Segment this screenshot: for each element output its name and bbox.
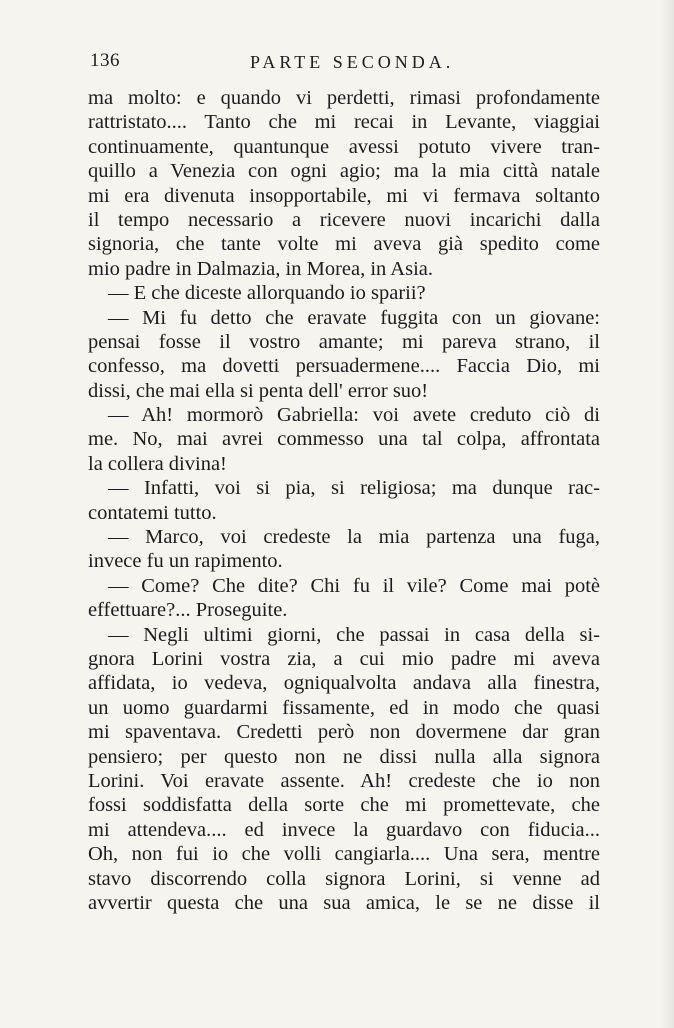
text-line: ma molto: e quando vi perdetti, rimasi profondamente (88, 87, 600, 109)
text-line: — Ah! mormorò Gabriella: voi avete creduto ciò di (108, 404, 600, 427)
text-line: — Mi fu detto che eravate fuggita con un giovane: (108, 306, 600, 329)
text-line: — Marco, voi credeste la mia partenza una fuga, (108, 526, 600, 549)
running-head: PARTE SECONDA. (250, 52, 455, 72)
text-line: avvertir questa che una sua amica, le se ne disse il (88, 891, 600, 914)
text-line: signoria, che tante volte mi aveva già spedito come (88, 233, 600, 256)
text-line: dissi, che mai ella si penta dell' error suo! (88, 379, 429, 402)
text-line: mi era divenuta insopportabile, mi vi fermava soltanto (88, 184, 600, 207)
text-line: pensiero; per questo non ne dissi nulla alla signora (88, 745, 600, 768)
text-line: Oh, non fui io che volli cangiarla.... Una sera, mentre (88, 843, 600, 866)
text-line: il tempo necessario a ricevere nuovi incarichi dalla (88, 208, 600, 231)
text-line: — Negli ultimi giorni, che passai in casa della si- (108, 623, 600, 646)
text-line: me. No, mai avrei commesso una tal colpa, affrontata (88, 428, 600, 451)
text-line: confesso, ma dovetti persuadermene.... Faccia Dio, mi (88, 355, 600, 378)
text-line: mi attendeva.... ed invece la guardavo con fiducia... (88, 818, 600, 841)
text-line: quillo a Venezia con ogni agio; ma la mia città natale (88, 160, 600, 183)
page-number: 136 (90, 50, 120, 71)
body-text (88, 86, 600, 915)
text-line: contatemi tutto. (88, 501, 217, 524)
text-line: stavo discorrendo colla signora Lorini, si venne ad (88, 867, 600, 890)
text-line: fossi soddisfatta della sorte che mi promettevate, che (88, 794, 600, 817)
text-line: un uomo guardarmi fissamente, ed in modo che quasi (88, 696, 600, 719)
text-line: — E che diceste allorquando io sparii? (108, 282, 426, 305)
text-line: — Come? Che dite? Chi fu il vile? Come mai potè (108, 574, 600, 597)
text-line: mi spaventava. Credetti però non dovermene dar gran (88, 721, 600, 744)
text-line: mio padre in Dalmazia, in Morea, in Asia. (88, 257, 433, 280)
text-line: continuamente, quantunque avessi potuto vivere tran- (88, 135, 600, 158)
text-line: affidata, io vedeva, ogniqualvolta andava alla finestra, (88, 672, 600, 695)
page-header (90, 50, 600, 78)
text-line: effettuare?... Proseguite. (88, 599, 288, 622)
text-line: — Infatti, voi si pia, si religiosa; ma dunque rac- (108, 477, 600, 500)
text-line: invece fu un rapimento. (88, 550, 283, 573)
text-line: pensai fosse il vostro amante; mi pareva strano, il (88, 330, 600, 353)
page-edge-shadow (660, 0, 674, 1028)
text-line: la collera divina! (88, 452, 227, 475)
text-line: gnora Lorini vostra zia, a cui mio padre mi aveva (88, 647, 600, 670)
text-line: Lorini. Voi eravate assente. Ah! credeste che io non (88, 769, 600, 792)
text-line: rattristato.... Tanto che mi recai in Levante, viaggiai (88, 111, 600, 134)
